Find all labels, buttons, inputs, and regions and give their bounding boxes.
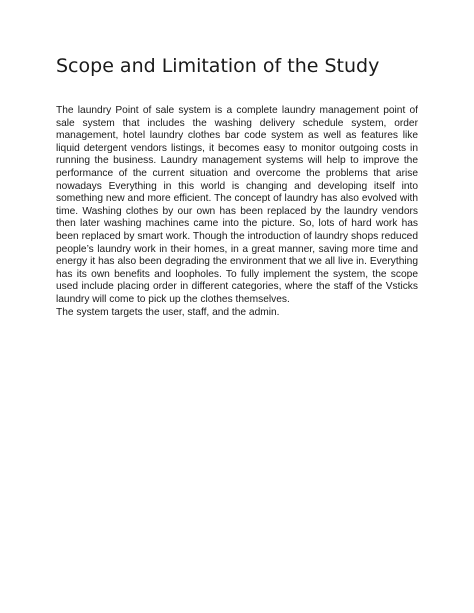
document-body bbox=[56, 105, 418, 319]
body-paragraph-scope: The laundry Point of sale system is a complete laundry management point of sale system that includes the washing delivery schedule system, order management, hotel laundry clothes bar code system as well as features like liquid detergent vendors listings, it becomes easy to monitor outgoing costs in running the business. Laundry management systems will help to improve the performance of the current situation and overcome the problems that arise nowadays Everything in this world is changing and developing itself into something new and more efficient. The concept of laundry has also evolved with time. Washing clothes by our own has been replaced by the laundry vendors then later washing machines came into the picture. So, lots of hard work has been replaced by smart work. Though the introduction of laundry shops reduced people’s laundry work in their homes, in a great manner, saving more time and energy it has also been degrading the environment that we all live in. Everything has its own benefits and loopholes. To fully implement the system, the scope used include placing order in different categories, where the staff of the Vsticks laundry will come to pick up the clothes themselves. bbox=[56, 105, 418, 305]
page-title: Scope and Limitation of the Study bbox=[56, 55, 380, 77]
body-paragraph-targets: The system targets the user, staff, and the admin. bbox=[56, 306, 280, 318]
